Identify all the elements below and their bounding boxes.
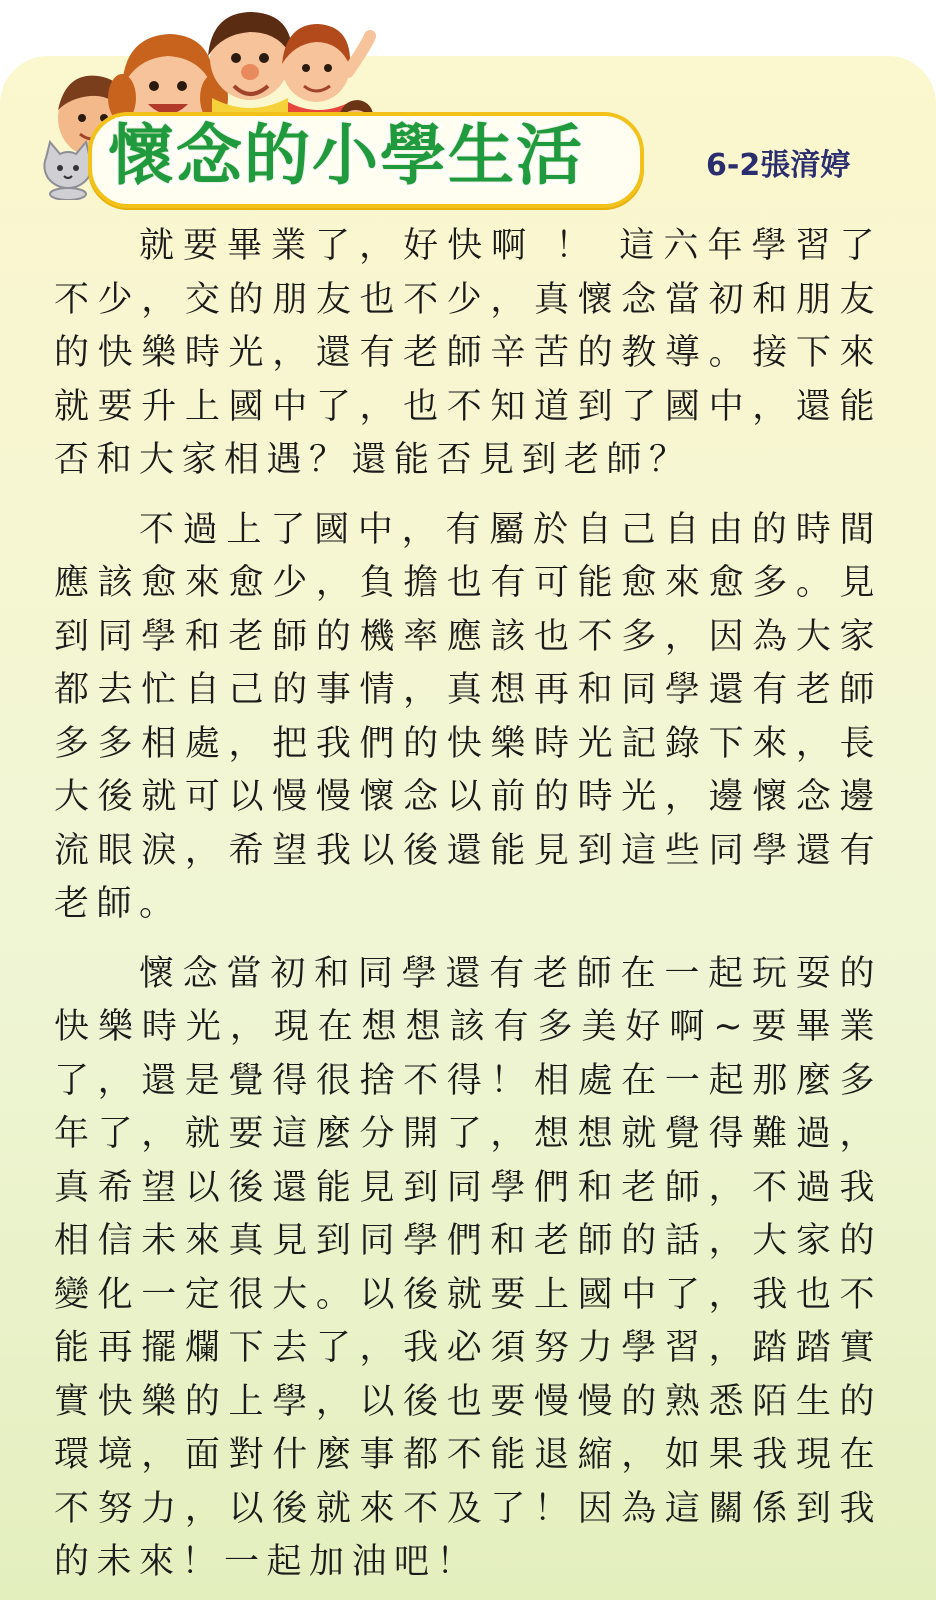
article-title: 懷念的小學生活 — [108, 117, 584, 194]
paragraph-1: 就要畢業了，好快啊 ！ 這六年學習了不少，交的朋友也不少，真懷念當初和朋友的快樂時光，還有老師辛苦的教導。接下來就要升上國中了，也不知道到了國中，還能否和大家相遇？還能否見到老師？ — [54, 226, 882, 480]
article-author: 6-2張湇婷 — [706, 148, 851, 183]
paragraph-3: 懷念當初和同學還有老師在一起玩耍的快樂時光，現在想想該有多美好啊~要畢業了，還是覺得很捨不得！相處在一起那麼多年了，就要這麼分開了，想想就覺得難過，真希望以後還能見到同學們和老師，不過我相信未來真見到同學們和老師的話，大家的變化一定很大。以後就要上國中了，我也不能再擺爛下去了，我必須努力學習，踏踏實實快樂的上學，以後也要慢慢的熟悉陌生的環境，面對什麼事都不能退縮，如果我現在不努力，以後就來不及了！因為這關係到我的未來！一起加油吧！ — [54, 953, 882, 1582]
paragraph-2: 不過上了國中，有屬於自己自由的時間應該愈來愈少，負擔也有可能愈來愈多。見到同學和老師的機率應該也不多，因為大家都去忙自己的事情，真想再和同學還有老師多多相處，把我們的快樂時光記錄下來，長大後就可以慢慢懷念以前的時光，邊懷念邊流眼淚，希望我以後還能見到這些同學還有老師。 — [54, 509, 882, 924]
article-body — [54, 220, 882, 1582]
